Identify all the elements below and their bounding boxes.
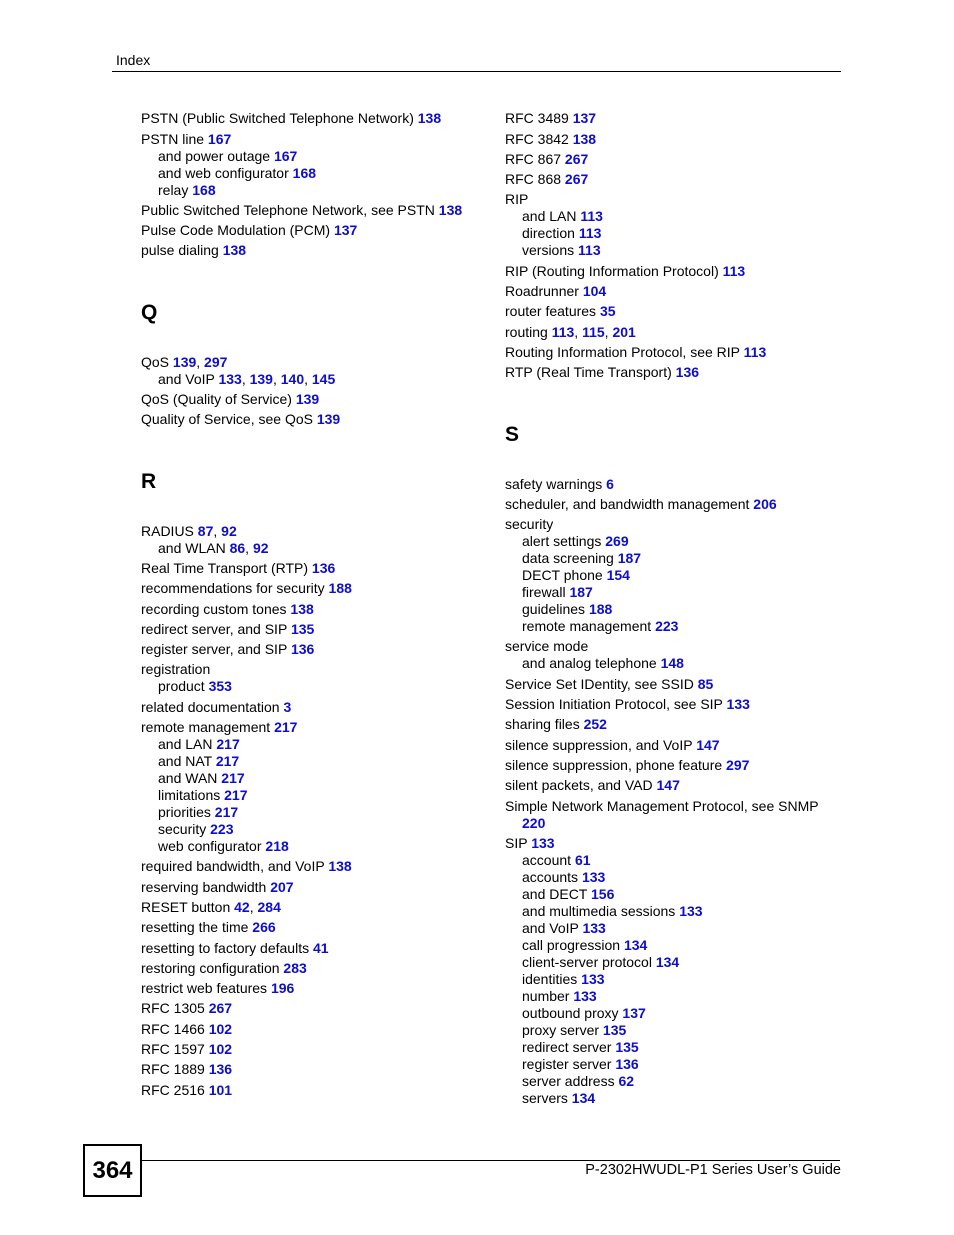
page-link[interactable]: 217	[221, 770, 245, 787]
index-subentry	[522, 1073, 845, 1090]
index-entry	[505, 303, 845, 320]
index-subentry	[522, 852, 845, 869]
index-subentry	[522, 1022, 845, 1039]
entry-term: and VoIP	[522, 919, 579, 936]
page-link[interactable]: 133	[679, 902, 703, 919]
page-link[interactable]: 138	[290, 600, 314, 617]
index-subentry	[158, 678, 481, 695]
section-letter-wrap	[505, 381, 845, 472]
entry-term: RFC 867	[505, 150, 562, 167]
index-entry	[141, 560, 481, 577]
page-link[interactable]: 138	[328, 858, 352, 875]
page-link[interactable]: 168	[192, 181, 216, 198]
page-link[interactable]: 35	[599, 303, 616, 320]
page-link[interactable]: 136	[615, 1055, 639, 1072]
page-link[interactable]: 156	[591, 885, 615, 902]
index-entry	[141, 131, 481, 148]
page-link[interactable]: 138	[438, 201, 463, 218]
index-subentry	[158, 148, 481, 165]
page-link[interactable]: 133	[531, 834, 555, 851]
entry-term: PSTN (Public Switched Telephone Network)	[141, 110, 414, 127]
entry-term: client-server protocol	[522, 953, 652, 970]
index-subentry	[522, 242, 845, 259]
page-link[interactable]: 220	[522, 814, 546, 831]
page-link[interactable]: 104	[582, 283, 607, 300]
index-subentry: and VoIP 133, 139, 140, 145	[158, 370, 336, 387]
header-rule	[112, 71, 841, 72]
page-link[interactable]: 188	[328, 580, 352, 597]
entry-term: required bandwidth, and VoIP	[141, 858, 325, 875]
entry-term: and analog telephone	[522, 655, 657, 672]
entry-term: sharing files	[505, 716, 580, 733]
entry-term: security	[158, 821, 207, 838]
entry-term: pulse dialing	[141, 242, 219, 259]
index-subentry	[522, 903, 845, 920]
page-link[interactable]: 167	[273, 147, 298, 164]
entry-term: Service Set IDentity, see SSID	[505, 675, 694, 692]
page-link[interactable]: 115	[582, 323, 605, 340]
page-link[interactable]: 3	[283, 698, 292, 715]
page-link[interactable]: 92	[252, 539, 269, 556]
index-entry	[141, 661, 481, 678]
index-entry	[141, 222, 481, 239]
page-link[interactable]: 148	[660, 655, 684, 672]
page-link[interactable]: 217	[216, 736, 240, 753]
entry-term: DECT phone	[522, 567, 603, 584]
page-link[interactable]: 113	[722, 262, 746, 279]
index-entry	[505, 716, 845, 733]
index-subentry	[158, 165, 481, 182]
index-entry	[505, 263, 845, 280]
page-link[interactable]: 42	[234, 898, 250, 915]
index-subentry	[158, 770, 481, 787]
page-link[interactable]: 136	[208, 1061, 233, 1078]
page-link[interactable]: 297	[204, 353, 228, 370]
entry-term: restoring configuration	[141, 959, 280, 976]
index-entry	[141, 919, 481, 936]
entry-term: alert settings	[522, 533, 602, 550]
page-link[interactable]: 6	[606, 475, 614, 492]
index-entry	[505, 191, 845, 208]
page-link[interactable]: 135	[602, 1021, 627, 1038]
index-entry	[141, 699, 481, 716]
entry-term: versions	[522, 242, 575, 259]
index-entry	[141, 1041, 481, 1058]
running-header: Index	[116, 52, 151, 68]
index-entry	[141, 940, 481, 957]
index-subentry	[522, 550, 845, 567]
index-subentry	[522, 920, 845, 937]
index-entry	[141, 960, 481, 977]
index-entry: RESET button 42, 284	[141, 898, 281, 915]
entry-term: and WAN	[158, 770, 218, 787]
page-link[interactable]: 136	[290, 641, 315, 658]
index-entry	[141, 641, 481, 658]
page-link[interactable]: 188	[588, 601, 613, 618]
index-subentry	[522, 1090, 845, 1107]
page-link[interactable]: 133	[581, 868, 606, 885]
index-entry	[505, 171, 845, 188]
page-link[interactable]: 139	[295, 391, 320, 408]
entry-term: register server, and SIP	[141, 641, 288, 658]
page-link[interactable]: 187	[569, 584, 593, 601]
index-subentry	[522, 208, 845, 225]
entry-term: and multimedia sessions	[522, 902, 676, 919]
index-entry	[141, 391, 481, 408]
page-link[interactable]: 61	[574, 851, 591, 868]
index-entry	[141, 1000, 481, 1017]
page-link[interactable]: 133	[218, 370, 242, 387]
page-link[interactable]: 134	[655, 953, 680, 970]
entry-term: scheduler, and bandwidth management	[505, 495, 750, 512]
page-link[interactable]: 137	[572, 110, 597, 127]
page-link[interactable]: 167	[207, 130, 232, 147]
page-link[interactable]: 147	[656, 777, 680, 794]
index-entry	[141, 980, 481, 997]
index-entry	[505, 496, 845, 513]
entry-term: call progression	[522, 936, 621, 953]
index-entry	[505, 516, 845, 533]
entry-term: priorities	[158, 804, 211, 821]
section-letter: S	[505, 423, 520, 447]
page-link[interactable]: 201	[612, 323, 636, 340]
index-subentry	[522, 225, 845, 242]
entry-term: QoS	[141, 353, 170, 370]
page-link[interactable]: 135	[290, 620, 315, 637]
index-entry: QoS 139, 297	[141, 353, 228, 370]
page-link[interactable]: 139	[172, 353, 197, 370]
index-subentry	[158, 753, 481, 770]
entry-term: PSTN line	[141, 130, 205, 147]
page-link[interactable]: 101	[208, 1081, 233, 1098]
page-link[interactable]: 133	[726, 696, 750, 713]
page-link[interactable]: 133	[573, 987, 597, 1004]
entry-term: registration	[141, 661, 211, 678]
page-link[interactable]: 168	[292, 164, 317, 181]
entry-term: security	[505, 516, 554, 533]
page-link[interactable]: 217	[214, 804, 239, 821]
page-link[interactable]: 223	[655, 618, 679, 635]
index-subentry	[522, 815, 845, 832]
index-entry	[141, 1082, 481, 1099]
page-link[interactable]: 196	[270, 980, 295, 997]
index-subentry	[522, 655, 845, 672]
entry-term: and LAN	[522, 208, 577, 225]
page-link[interactable]: 136	[311, 559, 336, 576]
index-entry	[505, 777, 845, 794]
entry-term: RFC 868	[505, 171, 562, 188]
entry-term: Roadrunner	[505, 283, 579, 300]
page-link[interactable]: 102	[208, 1041, 233, 1058]
index-subentry	[522, 601, 845, 618]
index-subentry	[158, 182, 481, 199]
page-link[interactable]: 139	[249, 370, 273, 387]
page-link[interactable]: 206	[753, 495, 777, 512]
section-letter: R	[141, 470, 157, 494]
index-entry	[505, 798, 845, 815]
page-link[interactable]: 297	[726, 756, 750, 773]
page-link[interactable]: 284	[257, 898, 281, 915]
index-subentry	[522, 1039, 845, 1056]
index-entry	[141, 242, 481, 259]
entry-term: recommendations for security	[141, 580, 325, 597]
page-link[interactable]: 138	[572, 130, 597, 147]
entry-term: data screening	[522, 550, 614, 567]
entry-term: Pulse Code Modulation (PCM)	[141, 222, 331, 239]
page-link[interactable]: 154	[606, 567, 630, 584]
entry-term: RESET button	[141, 898, 231, 915]
index-subentry	[522, 567, 845, 584]
entry-term: SIP	[505, 834, 528, 851]
page-link[interactable]: 133	[581, 970, 605, 987]
page-link[interactable]: 283	[283, 959, 307, 976]
entry-term: resetting to factory defaults	[141, 939, 310, 956]
entry-term: guidelines	[522, 601, 586, 618]
entry-term: reserving bandwidth	[141, 878, 267, 895]
page-link[interactable]: 86	[229, 539, 246, 556]
page-link[interactable]: 62	[618, 1072, 635, 1089]
entry-term: Session Initiation Protocol, see SIP	[505, 696, 723, 713]
section-letter-wrap	[141, 259, 481, 350]
index-subentry	[158, 804, 481, 821]
entry-term: RFC 1597	[141, 1041, 205, 1058]
index-subentry	[522, 886, 845, 903]
index-subentry	[522, 954, 845, 971]
entry-term: servers	[522, 1089, 568, 1106]
entry-term: proxy server	[522, 1021, 600, 1038]
entry-term: Public Switched Telephone Network, see PSTN	[141, 201, 435, 218]
entry-term: relay	[158, 181, 189, 198]
section-letter: Q	[141, 301, 158, 325]
page-link[interactable]: 113	[551, 323, 575, 340]
entry-term: safety warnings	[505, 475, 603, 492]
entry-term: routing	[505, 323, 548, 340]
index-subentry	[522, 937, 845, 954]
entry-term: Routing Information Protocol, see RIP	[505, 343, 740, 360]
index-entry	[141, 202, 481, 219]
entry-term: RFC 1889	[141, 1061, 205, 1078]
page-link[interactable]: 217	[224, 787, 248, 804]
entry-term: Simple Network Management Protocol, see SNMP	[505, 797, 819, 814]
index-entry	[505, 151, 845, 168]
page-link[interactable]: 145	[311, 370, 336, 387]
index-entry	[505, 131, 845, 148]
entry-term: and WLAN	[158, 539, 226, 556]
page-link[interactable]: 217	[274, 719, 298, 736]
entry-term: RIP (Routing Information Protocol)	[505, 262, 719, 279]
entry-term: server address	[522, 1072, 615, 1089]
entry-term: RADIUS	[141, 522, 194, 539]
page-link[interactable]: 92	[221, 522, 237, 539]
index-subentry	[522, 533, 845, 550]
page-link[interactable]: 133	[582, 919, 606, 936]
entry-term: RFC 2516	[141, 1081, 205, 1098]
entry-term: RFC 3842	[505, 130, 569, 147]
entry-term: RFC 3489	[505, 110, 569, 127]
page-link[interactable]: 267	[208, 1000, 233, 1017]
entry-term: resetting the time	[141, 919, 249, 936]
entry-term: outbound proxy	[522, 1004, 619, 1021]
entry-term: silent packets, and VAD	[505, 777, 653, 794]
entry-term: and DECT	[522, 885, 588, 902]
page-link[interactable]: 223	[210, 821, 234, 838]
index-subentry: and WLAN 86, 92	[158, 539, 269, 556]
index-entry: routing 113, 115, 201	[505, 323, 636, 340]
page-link[interactable]: 139	[316, 411, 341, 428]
page-link[interactable]: 41	[312, 939, 329, 956]
page-link[interactable]: 137	[333, 222, 358, 239]
index-entry	[141, 879, 481, 896]
page-link[interactable]: 353	[208, 678, 232, 695]
entry-term: RIP	[505, 191, 529, 208]
index-entry	[141, 601, 481, 618]
index-entry	[141, 580, 481, 597]
entry-term: accounts	[522, 868, 579, 885]
entry-term: number	[522, 987, 570, 1004]
index-entry	[505, 476, 845, 493]
index-entry	[505, 835, 845, 852]
index-subentry	[158, 838, 481, 855]
entry-term: and LAN	[158, 736, 213, 753]
index-subentry	[158, 821, 481, 838]
page-link[interactable]: 218	[265, 838, 289, 855]
page-link[interactable]: 102	[208, 1020, 233, 1037]
entry-term: firewall	[522, 584, 566, 601]
entry-term: Real Time Transport (RTP)	[141, 559, 309, 576]
entry-term: recording custom tones	[141, 600, 287, 617]
page-link[interactable]: 113	[578, 242, 601, 259]
page-link[interactable]: 134	[623, 936, 648, 953]
entry-term: and NAT	[158, 753, 212, 770]
page-link[interactable]: 217	[215, 753, 240, 770]
entry-term: RFC 1305	[141, 1000, 205, 1017]
page-link[interactable]: 138	[417, 110, 442, 127]
entry-term: service mode	[505, 638, 589, 655]
entry-term: silence suppression, and VoIP	[505, 736, 693, 753]
page-link[interactable]: 187	[617, 550, 642, 567]
index-subentry	[522, 869, 845, 886]
entry-term: account	[522, 851, 572, 868]
entry-term: redirect server, and SIP	[141, 620, 288, 637]
index-entry	[505, 757, 845, 774]
page-link[interactable]: 267	[564, 150, 589, 167]
page-link[interactable]: 134	[571, 1089, 596, 1106]
page-link[interactable]: 113	[580, 208, 603, 225]
index-entry	[141, 1061, 481, 1078]
index-entry	[141, 858, 481, 875]
page-link[interactable]: 138	[222, 242, 247, 259]
page-link[interactable]: 252	[583, 716, 607, 733]
index-entry	[505, 696, 845, 713]
entry-term: router features	[505, 303, 597, 320]
index-entry	[505, 344, 845, 361]
page-link[interactable]: 269	[605, 533, 629, 550]
entry-term: web configurator	[158, 838, 262, 855]
entry-term: and web configurator	[158, 164, 289, 181]
index-entry	[141, 719, 481, 736]
page-link[interactable]: 87	[197, 522, 214, 539]
entry-term: QoS (Quality of Service)	[141, 391, 292, 408]
page-number: 364	[83, 1144, 142, 1197]
index-entry	[141, 621, 481, 638]
index-subentry	[522, 618, 845, 635]
entry-term: related documentation	[141, 698, 280, 715]
index-subentry	[522, 1005, 845, 1022]
index-subentry	[158, 787, 481, 804]
index-subentry	[522, 988, 845, 1005]
index-entry	[505, 364, 845, 381]
index-subentry	[522, 1056, 845, 1073]
index-entry	[505, 283, 845, 300]
entry-term: and power outage	[158, 147, 271, 164]
index-entry	[505, 110, 845, 127]
page-link[interactable]: 266	[252, 919, 276, 936]
entry-term: silence suppression, phone feature	[505, 756, 723, 773]
index-subentry	[158, 736, 481, 753]
entry-term: Quality of Service, see QoS	[141, 411, 313, 428]
page-link[interactable]: 135	[615, 1038, 639, 1055]
page-link[interactable]: 267	[564, 171, 589, 188]
index-entry	[141, 1021, 481, 1038]
page-link[interactable]: 136	[675, 364, 700, 381]
index-entry	[505, 676, 845, 693]
page-link[interactable]: 147	[696, 736, 720, 753]
guide-title: P-2302HWUDL-P1 Series User’s Guide	[585, 1162, 841, 1178]
index-entry: RADIUS 87, 92	[141, 522, 237, 539]
entry-term: RTP (Real Time Transport)	[505, 364, 672, 381]
entry-term: limitations	[158, 787, 221, 804]
index-entry	[505, 737, 845, 754]
index-subentry	[522, 971, 845, 988]
entry-term: remote management	[141, 719, 271, 736]
index-column-right	[505, 107, 845, 1107]
entry-term: identities	[522, 970, 578, 987]
page-link[interactable]: 140	[280, 370, 305, 387]
section-letter-wrap	[141, 428, 481, 519]
page-link[interactable]: 113	[578, 225, 602, 242]
entry-term: remote management	[522, 618, 652, 635]
page-link[interactable]: 85	[697, 675, 714, 692]
page-link[interactable]: 207	[270, 878, 294, 895]
entry-term: redirect server	[522, 1038, 612, 1055]
footer-rule	[140, 1160, 840, 1161]
entry-term: RFC 1466	[141, 1020, 205, 1037]
entry-term: and VoIP	[158, 370, 215, 387]
index-column-left	[141, 107, 481, 1099]
index-entry	[141, 411, 481, 428]
page-link[interactable]: 137	[622, 1004, 646, 1021]
index-subentry	[522, 584, 845, 601]
entry-term: register server	[522, 1055, 612, 1072]
entry-term: direction	[522, 225, 575, 242]
entry-term: product	[158, 678, 205, 695]
page-link[interactable]: 113	[743, 343, 767, 360]
entry-term: restrict web features	[141, 980, 268, 997]
index-entry	[141, 110, 481, 127]
index-entry	[505, 638, 845, 655]
